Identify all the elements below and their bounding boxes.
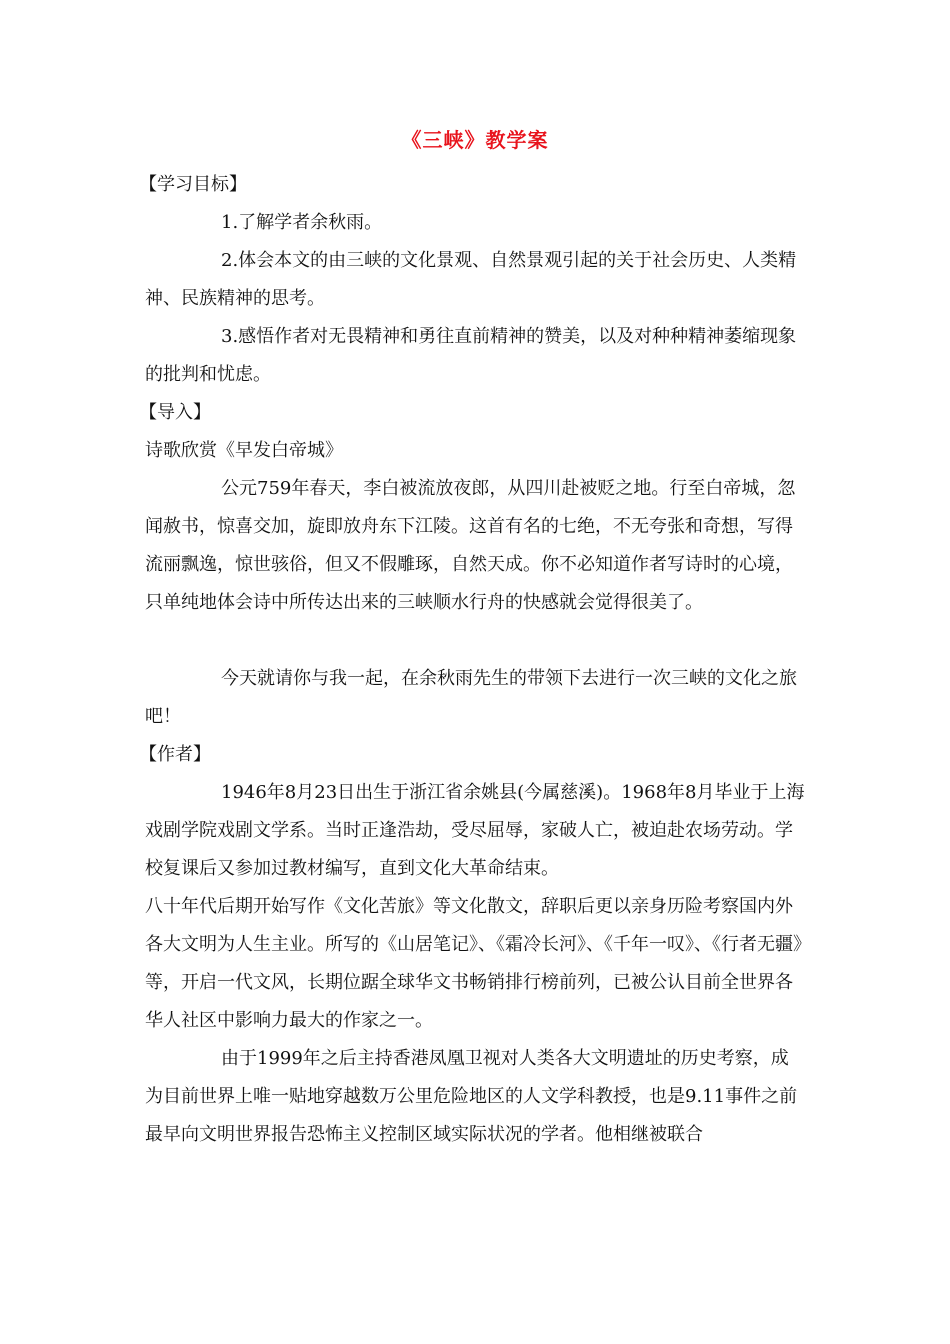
document-body	[139, 166, 805, 1154]
poem-title-line: 诗歌欣赏《早发白帝城》	[145, 440, 343, 461]
page-title: 《三峡》教学案	[401, 128, 549, 152]
intro-paragraph-2: 今天就请你与我一起，在余秋雨先生的带领下去进行一次三峡的文化之旅吧！	[145, 668, 797, 727]
goal-item-2: 2.体会本文的由三峡的文化景观、自然景观引起的关于社会历史、人类精神、民族精神的思考。	[145, 250, 797, 309]
author-heading: 【作者】	[139, 744, 211, 765]
intro-paragraph-1: 公元759年春天，李白被流放夜郎，从四川赴被贬之地。行至白帝城，忽闻赦书，惊喜交加，旋即放舟东下江陵。这首有名的七绝，不无夸张和奇想，写得流丽飘逸，惊世骇俗，但又不假雕琢，自然天成。你不必知道作者写诗时的心境，只单纯地体会诗中所传达出来的三峡顺水行舟的快感就会觉得很美了。	[145, 478, 796, 613]
intro-heading: 【导入】	[139, 402, 211, 423]
author-paragraph-2: 八十年代后期开始写作《文化苦旅》等文化散文，辞职后更以亲身历险考察国内外各大文明为人生主业。所写的《山居笔记》、《霜冷长河》、《千年一叹》、《行者无疆》等，开启一代文风，长期位踞全球华文书畅销排行榜前列，已被公认目前全世界各华人社区中影响力最大的作家之一。	[145, 896, 802, 1031]
author-paragraph-3: 由于1999年之后主持香港凤凰卫视对人类各大文明遗址的历史考察，成为目前世界上唯一贴地穿越数万公里危险地区的人文学科教授，也是9.11事件之前最早向文明世界报告恐怖主义控制区域实际状况的学者。他相继被联合	[145, 1048, 798, 1145]
goal-item-1: 1.了解学者余秋雨。	[221, 212, 383, 233]
goals-heading: 【学习目标】	[139, 174, 247, 195]
author-paragraph-1: 1946年8月23日出生于浙江省余姚县(今属慈溪)。1968年8月毕业于上海戏剧学院戏剧文学系。当时正逢浩劫，受尽屈辱，家破人亡，被迫赴农场劳动。学校复课后又参加过教材编写，直到文化大革命结束。	[145, 782, 805, 879]
goal-item-3: 3.感悟作者对无畏精神和勇往直前精神的赞美，以及对种种精神萎缩现象的批判和忧虑。	[145, 326, 797, 385]
blank-line	[145, 622, 805, 660]
